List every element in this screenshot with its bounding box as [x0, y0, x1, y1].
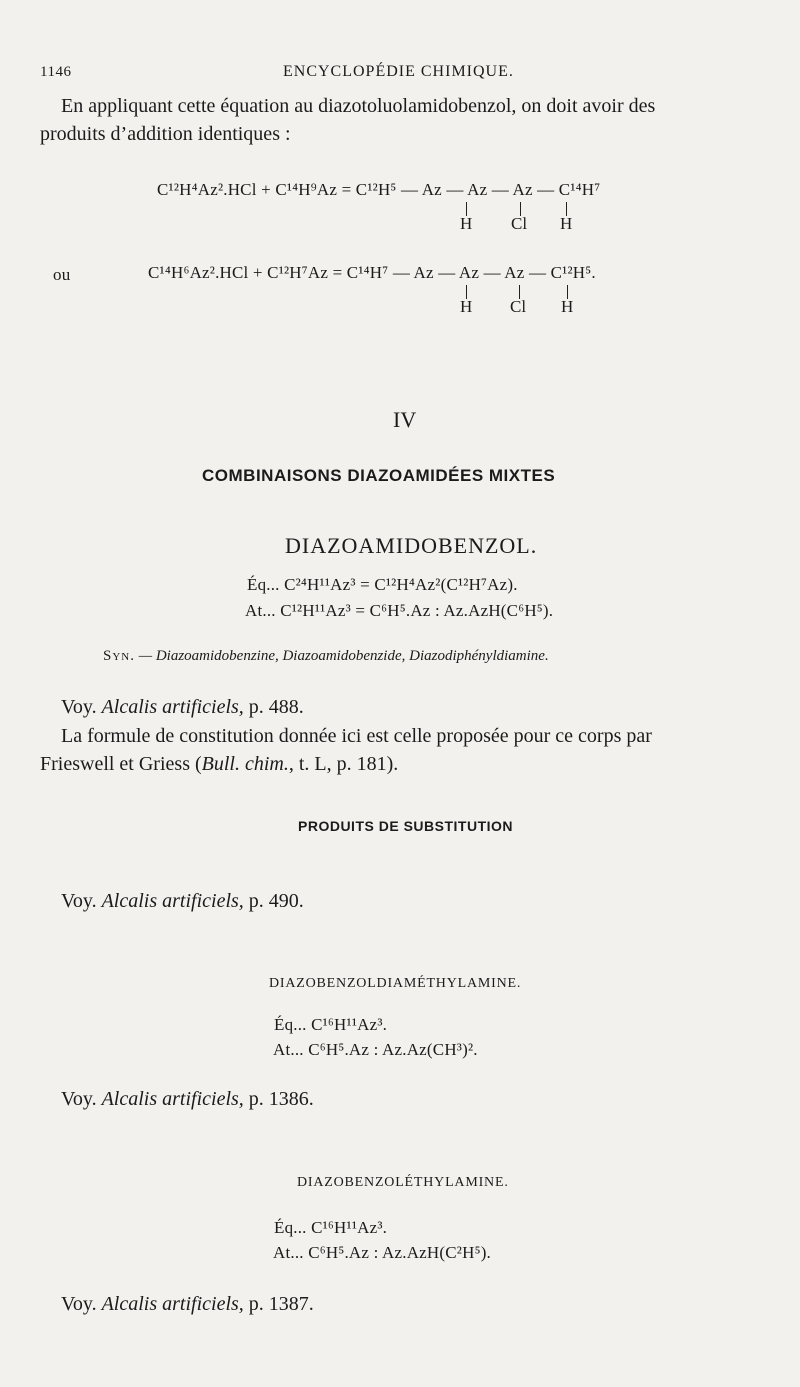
compound-title-diazobenzoldiamethylamine: DIAZOBENZOLDIAMÉTHYLAMINE. — [269, 976, 522, 991]
voy-page: p. 1387. — [243, 1293, 314, 1315]
compound-2-eq-formula: Éq... C¹⁶H¹¹Az³. — [274, 1015, 388, 1034]
voy-prefix: Voy. — [61, 696, 102, 718]
equation-2-ou: ou — [53, 265, 71, 284]
compound-3-voy — [61, 1290, 314, 1318]
equation-2: C¹⁴H⁶Az².HCl + C¹²H⁷Az = C¹⁴H⁷ — Az — Az — Az — C¹²H⁵. — [148, 263, 596, 282]
voy-reference: Alcalis artificiels, — [101, 890, 244, 912]
section-number: IV — [393, 407, 417, 432]
compound-2-at-formula: At... C⁶H⁵.Az : Az.Az(CH³)². — [273, 1040, 478, 1059]
section-heading: COMBINAISONS DIAZOAMIDÉES MIXTES — [202, 466, 556, 485]
equation-2-sub-h: H — [460, 297, 473, 316]
substitution-heading: PRODUITS DE SUBSTITUTION — [298, 818, 514, 834]
running-title: ENCYCLOPÉDIE CHIMIQUE. — [283, 63, 514, 80]
voy-page: p. 1386. — [243, 1088, 314, 1110]
equation-2-sub-h: H — [561, 297, 574, 316]
voy-reference: Alcalis artificiels, — [101, 1293, 244, 1315]
voy-reference: Alcalis artificiels, — [101, 1088, 244, 1110]
journal-reference: Bull. chim. — [201, 753, 289, 775]
voy-page: p. 490. — [243, 890, 304, 912]
compound-3-eq-formula: Éq... C¹⁶H¹¹Az³. — [274, 1218, 388, 1237]
synonyms-list: — Diazoamidobenzine, Diazoamidobenzide, Diazodiphényldiamine. — [134, 648, 549, 664]
compound-title-diazobenzolethylamine: DIAZOBENZOLÉTHYLAMINE. — [297, 1175, 509, 1190]
text-part: Frieswell et Griess ( — [40, 753, 202, 775]
voy-prefix: Voy. — [61, 1293, 102, 1315]
equation-1-sub-h: H — [560, 214, 573, 233]
text-part: , t. L, p. 181). — [288, 753, 399, 775]
page-number: 1146 — [40, 64, 72, 80]
voy-prefix: Voy. — [61, 890, 102, 912]
equation-1: C¹²H⁴Az².HCl + C¹⁴H⁹Az = C¹²H⁵ — Az — Az — Az — C¹⁴H⁷ — [157, 180, 601, 199]
compound-1-text-1: La formule de constitution donnée ici est celle proposée pour ce corps par — [61, 725, 652, 747]
synonyms-label: Syn. — [103, 648, 135, 664]
compound-2-voy — [61, 1085, 314, 1113]
compound-1-eq-formula: Éq... C²⁴H¹¹Az³ = C¹²H⁴Az²(C¹²H⁷Az). — [247, 575, 518, 594]
voy-page: p. 488. — [243, 696, 304, 718]
synonyms-line — [103, 648, 549, 665]
equation-1-sub-cl: Cl — [511, 214, 528, 233]
voy-prefix: Voy. — [61, 1088, 102, 1110]
compound-title-diazoamidobenzol: DIAZOAMIDOBENZOL. — [285, 533, 538, 558]
equation-2-sub-cl: Cl — [510, 297, 527, 316]
equation-1-sub-h: H — [460, 214, 473, 233]
intro-line-2: produits d’addition identiques : — [40, 123, 291, 145]
compound-1-voy — [61, 693, 304, 721]
intro-line-1: En appliquant cette équation au diazotoluolamidobenzol, on doit avoir des — [61, 95, 656, 117]
compound-1-text-2 — [40, 750, 398, 778]
substitution-voy — [61, 887, 304, 915]
compound-1-at-formula: At... C¹²H¹¹Az³ = C⁶H⁵.Az : Az.AzH(C⁶H⁵). — [245, 601, 554, 620]
compound-3-at-formula: At... C⁶H⁵.Az : Az.AzH(C²H⁵). — [273, 1243, 492, 1262]
voy-reference: Alcalis artificiels, — [101, 696, 244, 718]
